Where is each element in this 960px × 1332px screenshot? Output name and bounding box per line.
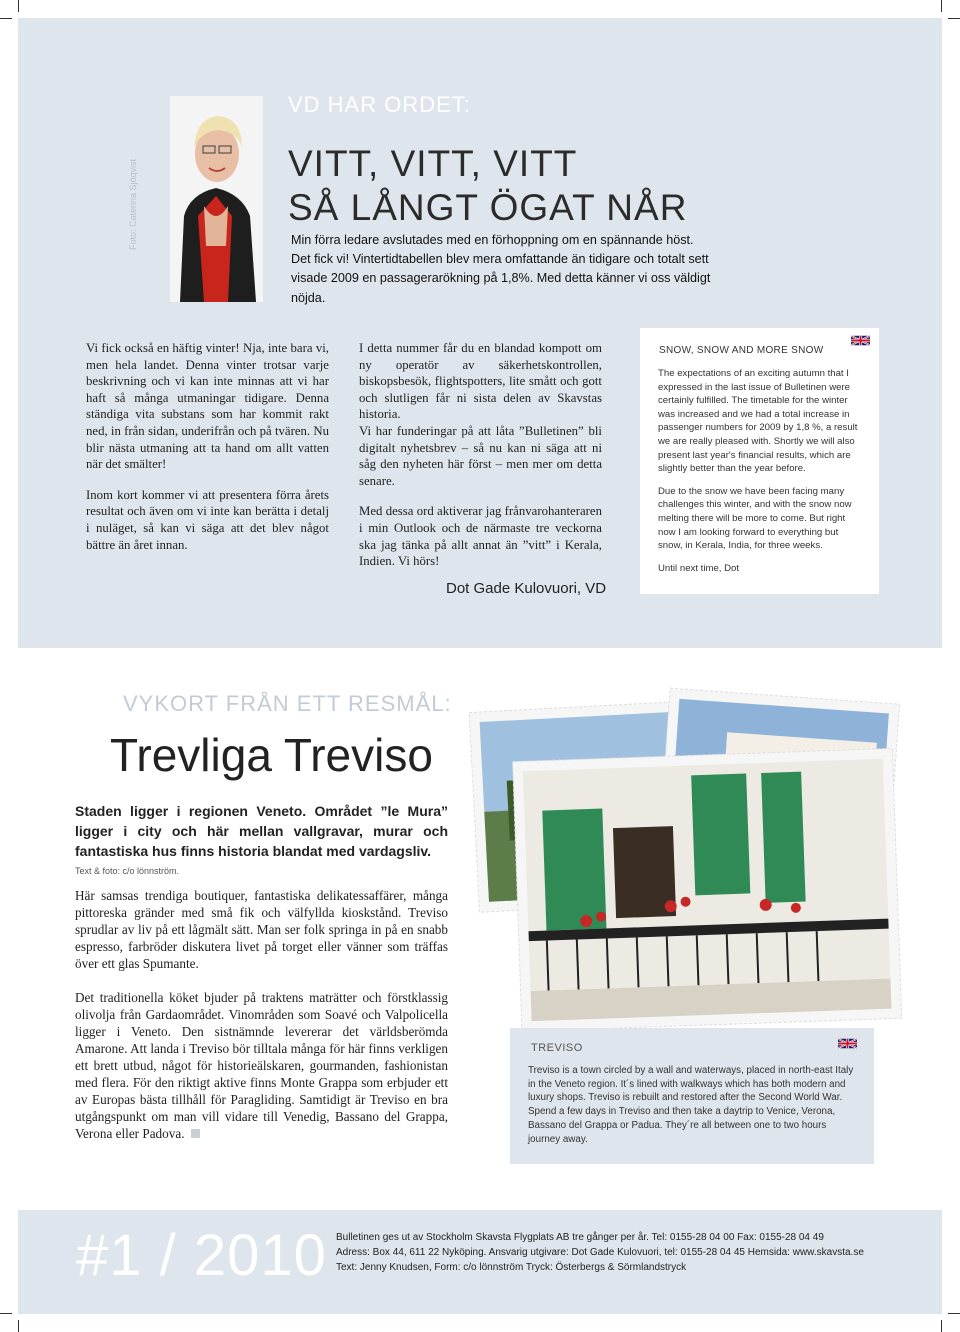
article-body xyxy=(75,887,448,1159)
paragraph: Due to the snow we have been facing many challenges this winter, and with the snow now melting there will be more to come. But right now I am looking forward to everything but snow, in Kerala, India, for three weeks. xyxy=(658,485,852,552)
uk-flag-icon xyxy=(851,335,870,346)
box-heading: TREVISO xyxy=(531,1042,583,1054)
paragraph: Här samsas trendiga boutiquer, fantastiska delikatessaffärer, många pittoreska gränder med små fik och välfyllda kioskstånd. Treviso sprudlar av liv på ett lågmält sätt. Man ser folk springa in på en snabb espresso, farbröder diskutera livet på torget eller vänner som träffas över ett glas Spumante. xyxy=(75,888,448,971)
end-mark-icon xyxy=(191,1129,200,1138)
colophon-line: Text: Jenny Knudsen, Form: c/o lönnström Tryck: Österbergs & Sörmlandstryck xyxy=(336,1262,687,1273)
crop-mark xyxy=(0,1313,12,1314)
paragraph: Inom kort kommer vi att presentera förra årets resultat och även om vi inte kan berätta i detalj i nuläget, så kan vi säga att det blev något bättre än året innan. xyxy=(86,487,329,552)
crop-mark xyxy=(18,0,19,12)
colophon-line: Bulletinen ges ut av Stockholm Skavsta Flygplats AB tre gånger per år. Tel: 0155-28 04 00 Fax: 0155-28 04 49 xyxy=(336,1232,824,1243)
page-title xyxy=(288,142,687,230)
column-2 xyxy=(359,340,602,584)
photo-credit: Foto: Caterina Sjöqvist xyxy=(128,158,138,250)
paragraph xyxy=(75,989,448,1142)
section-kicker: VD HAR ORDET: xyxy=(288,92,471,117)
box-text: Treviso is a town circled by a wall and waterways, placed in north-east Italy in the Veneto region. It´s lined with walkways which has both modern and luxury shops. Treviso is rebuilt and restored after the Second World War. Spend a few days in Treviso and then take a daytrip to Venice, Verona, Bassano del Grappa or Padua. They´re all between one to two hours journey away. xyxy=(528,1065,854,1145)
photo-credit: Text & foto: c/o lönnström. xyxy=(75,866,180,876)
crop-mark xyxy=(0,18,12,19)
issue-number: #1 / 2010 xyxy=(76,1223,327,1288)
postcard-photos xyxy=(465,655,905,1035)
colophon xyxy=(336,1230,864,1275)
crop-mark xyxy=(18,1320,19,1332)
english-summary-box xyxy=(640,328,879,594)
title-line: SÅ LÅNGT ÖGAT NÅR xyxy=(288,187,688,228)
uk-flag-icon xyxy=(838,1038,857,1049)
paragraph: I detta nummer får du en blandad kompott om ny operatör av säkerhetskontrollen, biskopsbesök, flightspotters, lite smått och gott och slutligen får ni sista delen av Skavstas historia. xyxy=(359,341,602,422)
crop-mark xyxy=(941,0,942,12)
crop-mark xyxy=(941,1320,942,1332)
box-text xyxy=(658,367,862,584)
english-summary-box xyxy=(510,1028,874,1164)
paragraph: Vi har funderingar på att låta ”Bulletinen” bli digitalt nyhetsbrev – så nu kan ni säga att ni såg den nyheten här först – men mer om detta senare. xyxy=(359,423,602,488)
section-kicker: VYKORT FRÅN ETT RESMÅL: xyxy=(123,691,452,716)
crop-mark xyxy=(948,18,960,19)
signature: Dot Gade Kulovuori, VD xyxy=(446,580,607,597)
title-line: VITT, VITT, VITT xyxy=(288,143,578,184)
box-heading: SNOW, SNOW AND MORE SNOW xyxy=(659,345,824,356)
lead-paragraph: Min förra ledare avslutades med en förhoppning om en spännande höst. Det fick vi! Vintertidtabellen blev mera omfattande än tidigare och totalt sett visade 2009 en passagerarökning på 1,8%. Med detta känner vi oss väldigt nöjda. xyxy=(291,233,711,305)
paragraph-text: Det traditionella köket bjuder på traktens maträtter och förstklassig olivolja från Gardaområdet. Vinområden som Soavé och Valpolicella ligger i Veneto. Den sistnämnde levererar det världsberömda Amarone. Att landa i Treviso bör tilltala många för här finns verkligen ett brett utbud, något för historieälskaren, gourmanden, fashionistan med flera. För den riktigt aktive finns Monte Grappa som erbjuder ett av Europas bästa tillhåll för Paragliding. Samtidigt är Treviso en bra utgångspunkt om man vill vidare till Venedig, Bassano del Grappa, Verona eller Padova. xyxy=(75,990,448,1141)
column-1 xyxy=(86,340,329,567)
portrait-photo xyxy=(170,96,263,302)
paragraph: Vi fick också en häftig vinter! Nja, inte bara vi, men hela landet. Denna vinter trotsar varje beskrivning och vi kan inte minnas att vi har haft så många utmaningar tidigare. Denna ständiga vita substans som har kommit rakt ned, in från sidan, underifrån och på tvären. Nu blir nästa utmaning att ta hand om allt vatten när det smälter! xyxy=(86,341,329,472)
colophon-line: Adress: Box 44, 611 22 Nyköping. Ansvarig utgivare: Dot Gade Kulovuori, tel: 0155-28 04 45 Hemsida: www.skavsta.se xyxy=(336,1247,864,1258)
lead-paragraph: Staden ligger i regionen Veneto. Området ”le Mura” ligger i city och här mellan vallgravar, murar och fantastiska hus finns historia blandat med vardagsliv. xyxy=(75,803,448,859)
crop-mark xyxy=(948,1313,960,1314)
paragraph: Until next time, Dot xyxy=(658,562,740,574)
paragraph: Med dessa ord aktiverar jag frånvarohanteraren i min Outlook och de närmaste tre veckorna ska jag tänka på allt annat än ”vitt” i Kerala, Indien. Vi hörs! xyxy=(359,504,602,569)
paragraph: The expectations of an exciting autumn that I expressed in the last issue of Bulletinen were certainly fulfilled. The timetable for the winter was increased and we had a total increase in passenger numbers for 2009 by 1,8 %, a result we are really pleased with. Shortly we will also present last year's financial results, which are slightly better than the year before. xyxy=(658,368,858,475)
article-title: Trevliga Treviso xyxy=(110,729,433,781)
